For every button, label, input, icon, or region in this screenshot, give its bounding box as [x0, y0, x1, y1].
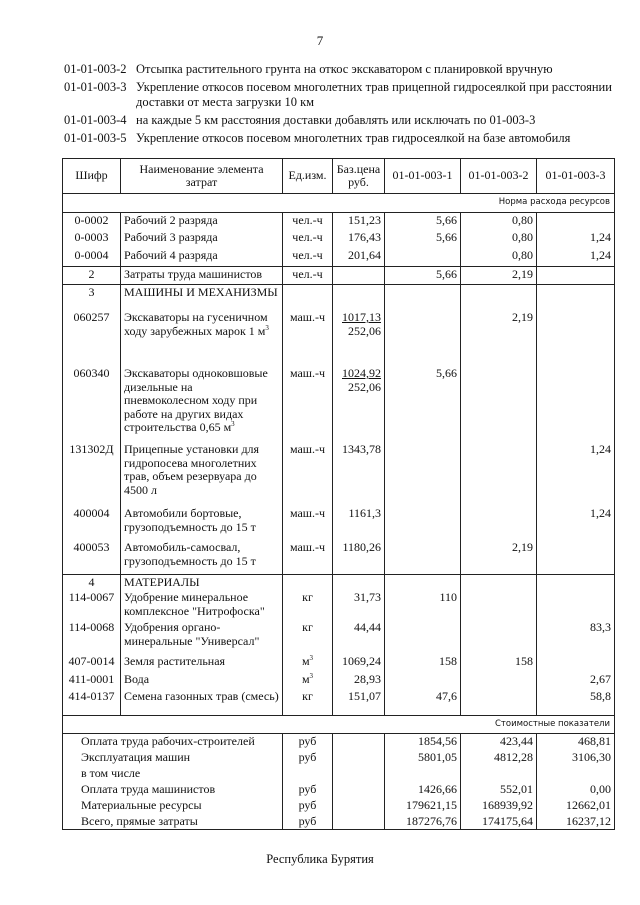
summary-col1: 187276,76: [385, 814, 461, 830]
superscript: 3: [309, 654, 314, 662]
table-row: [63, 506, 615, 540]
cell-price: 28,93: [333, 672, 385, 689]
description-text: Укрепление откосов посевом многолетних трав прицепной гидросеялкой при расстоянии доставки от места загрузки 10 км: [136, 80, 612, 109]
cell-unit: маш.-ч: [283, 506, 333, 540]
description-text: Отсыпка растительного грунта на откос экскаватором с планировкой вручную: [136, 62, 553, 76]
cell-code: 131302Д: [63, 442, 121, 506]
summary-unit: [283, 766, 333, 782]
cell-col1: 5,66: [385, 212, 461, 230]
cell-col1: [385, 310, 461, 366]
cell-name: Рабочий 3 разряда: [121, 230, 283, 248]
summary-col3: 12662,01: [537, 798, 615, 814]
cell-price: [333, 284, 385, 310]
cell-col2: 2,19: [461, 266, 537, 284]
summary-price-empty: [333, 814, 385, 830]
cell-price: [333, 506, 385, 540]
cell-col3: 1,24: [537, 506, 615, 540]
table-row: [63, 248, 615, 266]
cell-col2: 0,80: [461, 248, 537, 266]
summary-col2: 174175,64: [461, 814, 537, 830]
cell-unit: чел.-ч: [283, 266, 333, 284]
header-col3: 01-01-003-3: [537, 159, 615, 194]
cell-name: Автомобили бортовые, грузоподъемность до 15 т: [121, 506, 283, 540]
header-col2: 01-01-003-2: [461, 159, 537, 194]
cell-col2: 2,19: [461, 540, 537, 574]
cell-price: 176,43: [333, 230, 385, 248]
cell-col3: [537, 540, 615, 574]
resource-table: [62, 158, 615, 830]
cell-unit: [283, 574, 333, 590]
header-price: Баз.цена руб.: [333, 159, 385, 194]
cell-name: Затраты труда машинистов: [121, 266, 283, 284]
summary-name: в том числе: [63, 766, 283, 782]
cell-unit: маш.-ч: [283, 442, 333, 506]
table-row: [63, 212, 615, 230]
cell-col2: [461, 590, 537, 620]
cell-col2: [461, 574, 537, 590]
summary-row: [63, 734, 615, 750]
cell-col1: [385, 284, 461, 310]
table-row: [63, 442, 615, 506]
norm-note-row: [63, 194, 615, 213]
cell-name: Удобрение минеральное комплексное "Нитрофоска": [121, 590, 283, 620]
summary-col3: 0,00: [537, 782, 615, 798]
cell-col1: [385, 506, 461, 540]
superscript: 3: [265, 323, 269, 332]
summary-col2: 4812,28: [461, 750, 537, 766]
cell-name: Вода: [121, 672, 283, 689]
summary-row: [63, 782, 615, 798]
cell-code: 0-0002: [63, 212, 121, 230]
cell-code: 060340: [63, 366, 121, 442]
cell-code: 3: [63, 284, 121, 310]
description-code: 01-01-003-4: [64, 113, 127, 127]
summary-col1: 1854,56: [385, 734, 461, 750]
summary-col1: 5801,05: [385, 750, 461, 766]
cell-col3: 1,24: [537, 230, 615, 248]
summary-col2: 552,01: [461, 782, 537, 798]
table-row: [63, 689, 615, 715]
summary-row: [63, 798, 615, 814]
table-row: [63, 672, 615, 689]
cell-price: 31,73: [333, 590, 385, 620]
table-row: [63, 284, 615, 310]
table-row: [63, 574, 615, 590]
footer-region: Республика Бурятия: [266, 852, 374, 866]
cell-col2: 158: [461, 654, 537, 672]
summary-price-empty: [333, 782, 385, 798]
cell-col2: 0,80: [461, 230, 537, 248]
summary-col3: 16237,12: [537, 814, 615, 830]
cell-code: 114-0068: [63, 620, 121, 654]
description-item: [64, 62, 624, 77]
cell-col3: [537, 590, 615, 620]
cell-unit: маш.-ч: [283, 310, 333, 366]
superscript: 3: [309, 672, 314, 680]
cell-col1: 5,66: [385, 366, 461, 442]
price-value: 1161,3: [348, 506, 381, 520]
cell-col3: [537, 266, 615, 284]
cell-col1: [385, 672, 461, 689]
cell-col1: 5,66: [385, 230, 461, 248]
cell-code: 411-0001: [63, 672, 121, 689]
header-code: Шифр: [63, 159, 121, 194]
table-row: [63, 654, 615, 672]
table-row: [63, 620, 615, 654]
cell-col3: [537, 654, 615, 672]
summary-col1: [385, 766, 461, 782]
cell-col1: [385, 574, 461, 590]
summary-name: Материальные ресурсы: [63, 798, 283, 814]
cell-col1: [385, 248, 461, 266]
cell-code: 2: [63, 266, 121, 284]
page-number: 7: [316, 33, 324, 48]
cell-price: [333, 574, 385, 590]
cell-unit: кг: [283, 590, 333, 620]
cell-name: Земля растительная: [121, 654, 283, 672]
table-header-row: [63, 159, 615, 194]
cell-name: Автомобиль-самосвал, грузоподъемность до 15 т: [121, 540, 283, 574]
description-code: 01-01-003-2: [64, 62, 127, 76]
cell-name: Экскаваторы на гусеничном ходу зарубежных марок 1 $м^3$: [121, 310, 283, 366]
summary-row: [63, 750, 615, 766]
summary-name: Оплата труда рабочих-строителей: [63, 734, 283, 750]
summary-unit: руб: [283, 782, 333, 798]
cell-col3: [537, 574, 615, 590]
cell-col2: [461, 672, 537, 689]
cell-price: [333, 266, 385, 284]
summary-unit: руб: [283, 734, 333, 750]
cell-col3: [537, 366, 615, 442]
cell-unit: маш.-ч: [283, 540, 333, 574]
cell-name: Семена газонных трав (смесь): [121, 689, 283, 715]
summary-col3: 3106,30: [537, 750, 615, 766]
cell-price: 201,64: [333, 248, 385, 266]
price-value-secondary: 252,06: [348, 379, 381, 394]
price-value: 1024,92: [342, 366, 381, 380]
table-row: [63, 366, 615, 442]
cell-col3: [537, 284, 615, 310]
table-row: [63, 266, 615, 284]
summary-row: [63, 766, 615, 782]
cell-col3: 83,3: [537, 620, 615, 654]
description-item: [64, 80, 624, 110]
descriptions-list: [64, 62, 624, 149]
cell-code: 400004: [63, 506, 121, 540]
description-text: Укрепление откосов посевом многолетних трав гидросеялкой на базе автомобиля: [136, 131, 571, 145]
table-row: [63, 230, 615, 248]
cell-col2: [461, 366, 537, 442]
cost-note: Стоимостные показатели: [63, 715, 615, 734]
price-value: 1343,78: [342, 442, 381, 456]
cell-unit: чел.-ч: [283, 248, 333, 266]
cell-col1: [385, 620, 461, 654]
cell-name: МАТЕРИАЛЫ: [121, 574, 283, 590]
norm-note: Норма расхода ресурсов: [63, 194, 615, 213]
cell-name: МАШИНЫ И МЕХАНИЗМЫ: [121, 284, 283, 310]
cell-col2: [461, 689, 537, 715]
summary-unit: руб: [283, 750, 333, 766]
cell-col3: 1,24: [537, 248, 615, 266]
summary-name: Эксплуатация машин: [63, 750, 283, 766]
cell-price: 1069,24: [333, 654, 385, 672]
cell-code: 407-0014: [63, 654, 121, 672]
cell-price: [333, 310, 385, 366]
summary-name: Оплата труда машинистов: [63, 782, 283, 798]
price-value: 1017,13: [342, 310, 381, 324]
table-row: [63, 590, 615, 620]
summary-price-empty: [333, 766, 385, 782]
summary-col3: 468,81: [537, 734, 615, 750]
cell-code: 414-0137: [63, 689, 121, 715]
header-col1: 01-01-003-1: [385, 159, 461, 194]
cell-name: Прицепные установки для гидропосева многолетних трав, объем резервуара до 4500 л: [121, 442, 283, 506]
price-value: 1180,26: [342, 540, 381, 554]
description-text: на каждые 5 км расстояния доставки добавлять или исключать по 01-003-3: [136, 113, 536, 127]
summary-price-empty: [333, 734, 385, 750]
summary-price-empty: [333, 750, 385, 766]
header-name: Наименование элемента затрат: [121, 159, 283, 194]
cost-note-row: [63, 715, 615, 734]
cell-unit: чел.-ч: [283, 212, 333, 230]
summary-unit: руб: [283, 814, 333, 830]
description-code: 01-01-003-5: [64, 131, 127, 145]
header-unit: Ед.изм.: [283, 159, 333, 194]
cell-col3: [537, 310, 615, 366]
cell-col1: 5,66: [385, 266, 461, 284]
superscript: 3: [231, 420, 235, 428]
cell-name: Удобрения органо-минеральные "Универсал": [121, 620, 283, 654]
summary-col1: 1426,66: [385, 782, 461, 798]
cell-col3: [537, 212, 615, 230]
table-row: [63, 310, 615, 366]
cell-name: Экскаваторы одноковшовые дизельные на пневмоколесном ходу при работе на других видах строительства 0,65 $м^3$: [121, 366, 283, 442]
cell-price: [333, 540, 385, 574]
cell-unit: [283, 284, 333, 310]
cell-col3: 2,67: [537, 672, 615, 689]
cell-col2: [461, 442, 537, 506]
cell-col1: 110: [385, 590, 461, 620]
cell-unit: кг: [283, 620, 333, 654]
summary-col2: 168939,92: [461, 798, 537, 814]
cell-col1: [385, 442, 461, 506]
summary-col2: 423,44: [461, 734, 537, 750]
cell-col2: [461, 284, 537, 310]
cell-code: 400053: [63, 540, 121, 574]
cell-col2: 2,19: [461, 310, 537, 366]
cell-unit: кг: [283, 689, 333, 715]
cell-code: 0-0003: [63, 230, 121, 248]
cell-code: 4: [63, 574, 121, 590]
cell-col1: 158: [385, 654, 461, 672]
description-item: [64, 113, 624, 128]
cell-name: Рабочий 4 разряда: [121, 248, 283, 266]
description-code: 01-01-003-3: [64, 80, 127, 94]
cell-col3: 1,24: [537, 442, 615, 506]
cell-unit: $м^3$: [283, 654, 333, 672]
cell-col3: 58,8: [537, 689, 615, 715]
summary-row: [63, 814, 615, 830]
table-row: [63, 540, 615, 574]
cell-price: [333, 366, 385, 442]
cell-code: 0-0004: [63, 248, 121, 266]
summary-col1: 179621,15: [385, 798, 461, 814]
summary-unit: руб: [283, 798, 333, 814]
cell-price: [333, 442, 385, 506]
summary-col3: [537, 766, 615, 782]
summary-name: Всего, прямые затраты: [63, 814, 283, 830]
cell-code: 060257: [63, 310, 121, 366]
cell-unit: маш.-ч: [283, 366, 333, 442]
cell-unit: $м^3$: [283, 672, 333, 689]
price-value-secondary: 252,06: [348, 323, 381, 338]
cell-col1: [385, 540, 461, 574]
cell-col2: [461, 620, 537, 654]
summary-price-empty: [333, 798, 385, 814]
cell-price: 151,23: [333, 212, 385, 230]
cell-col2: [461, 506, 537, 540]
cell-price: 44,44: [333, 620, 385, 654]
cell-name: Рабочий 2 разряда: [121, 212, 283, 230]
summary-col2: [461, 766, 537, 782]
cell-unit: чел.-ч: [283, 230, 333, 248]
cell-col2: 0,80: [461, 212, 537, 230]
description-item: [64, 131, 624, 146]
cell-col1: 47,6: [385, 689, 461, 715]
cell-code: 114-0067: [63, 590, 121, 620]
cell-price: 151,07: [333, 689, 385, 715]
